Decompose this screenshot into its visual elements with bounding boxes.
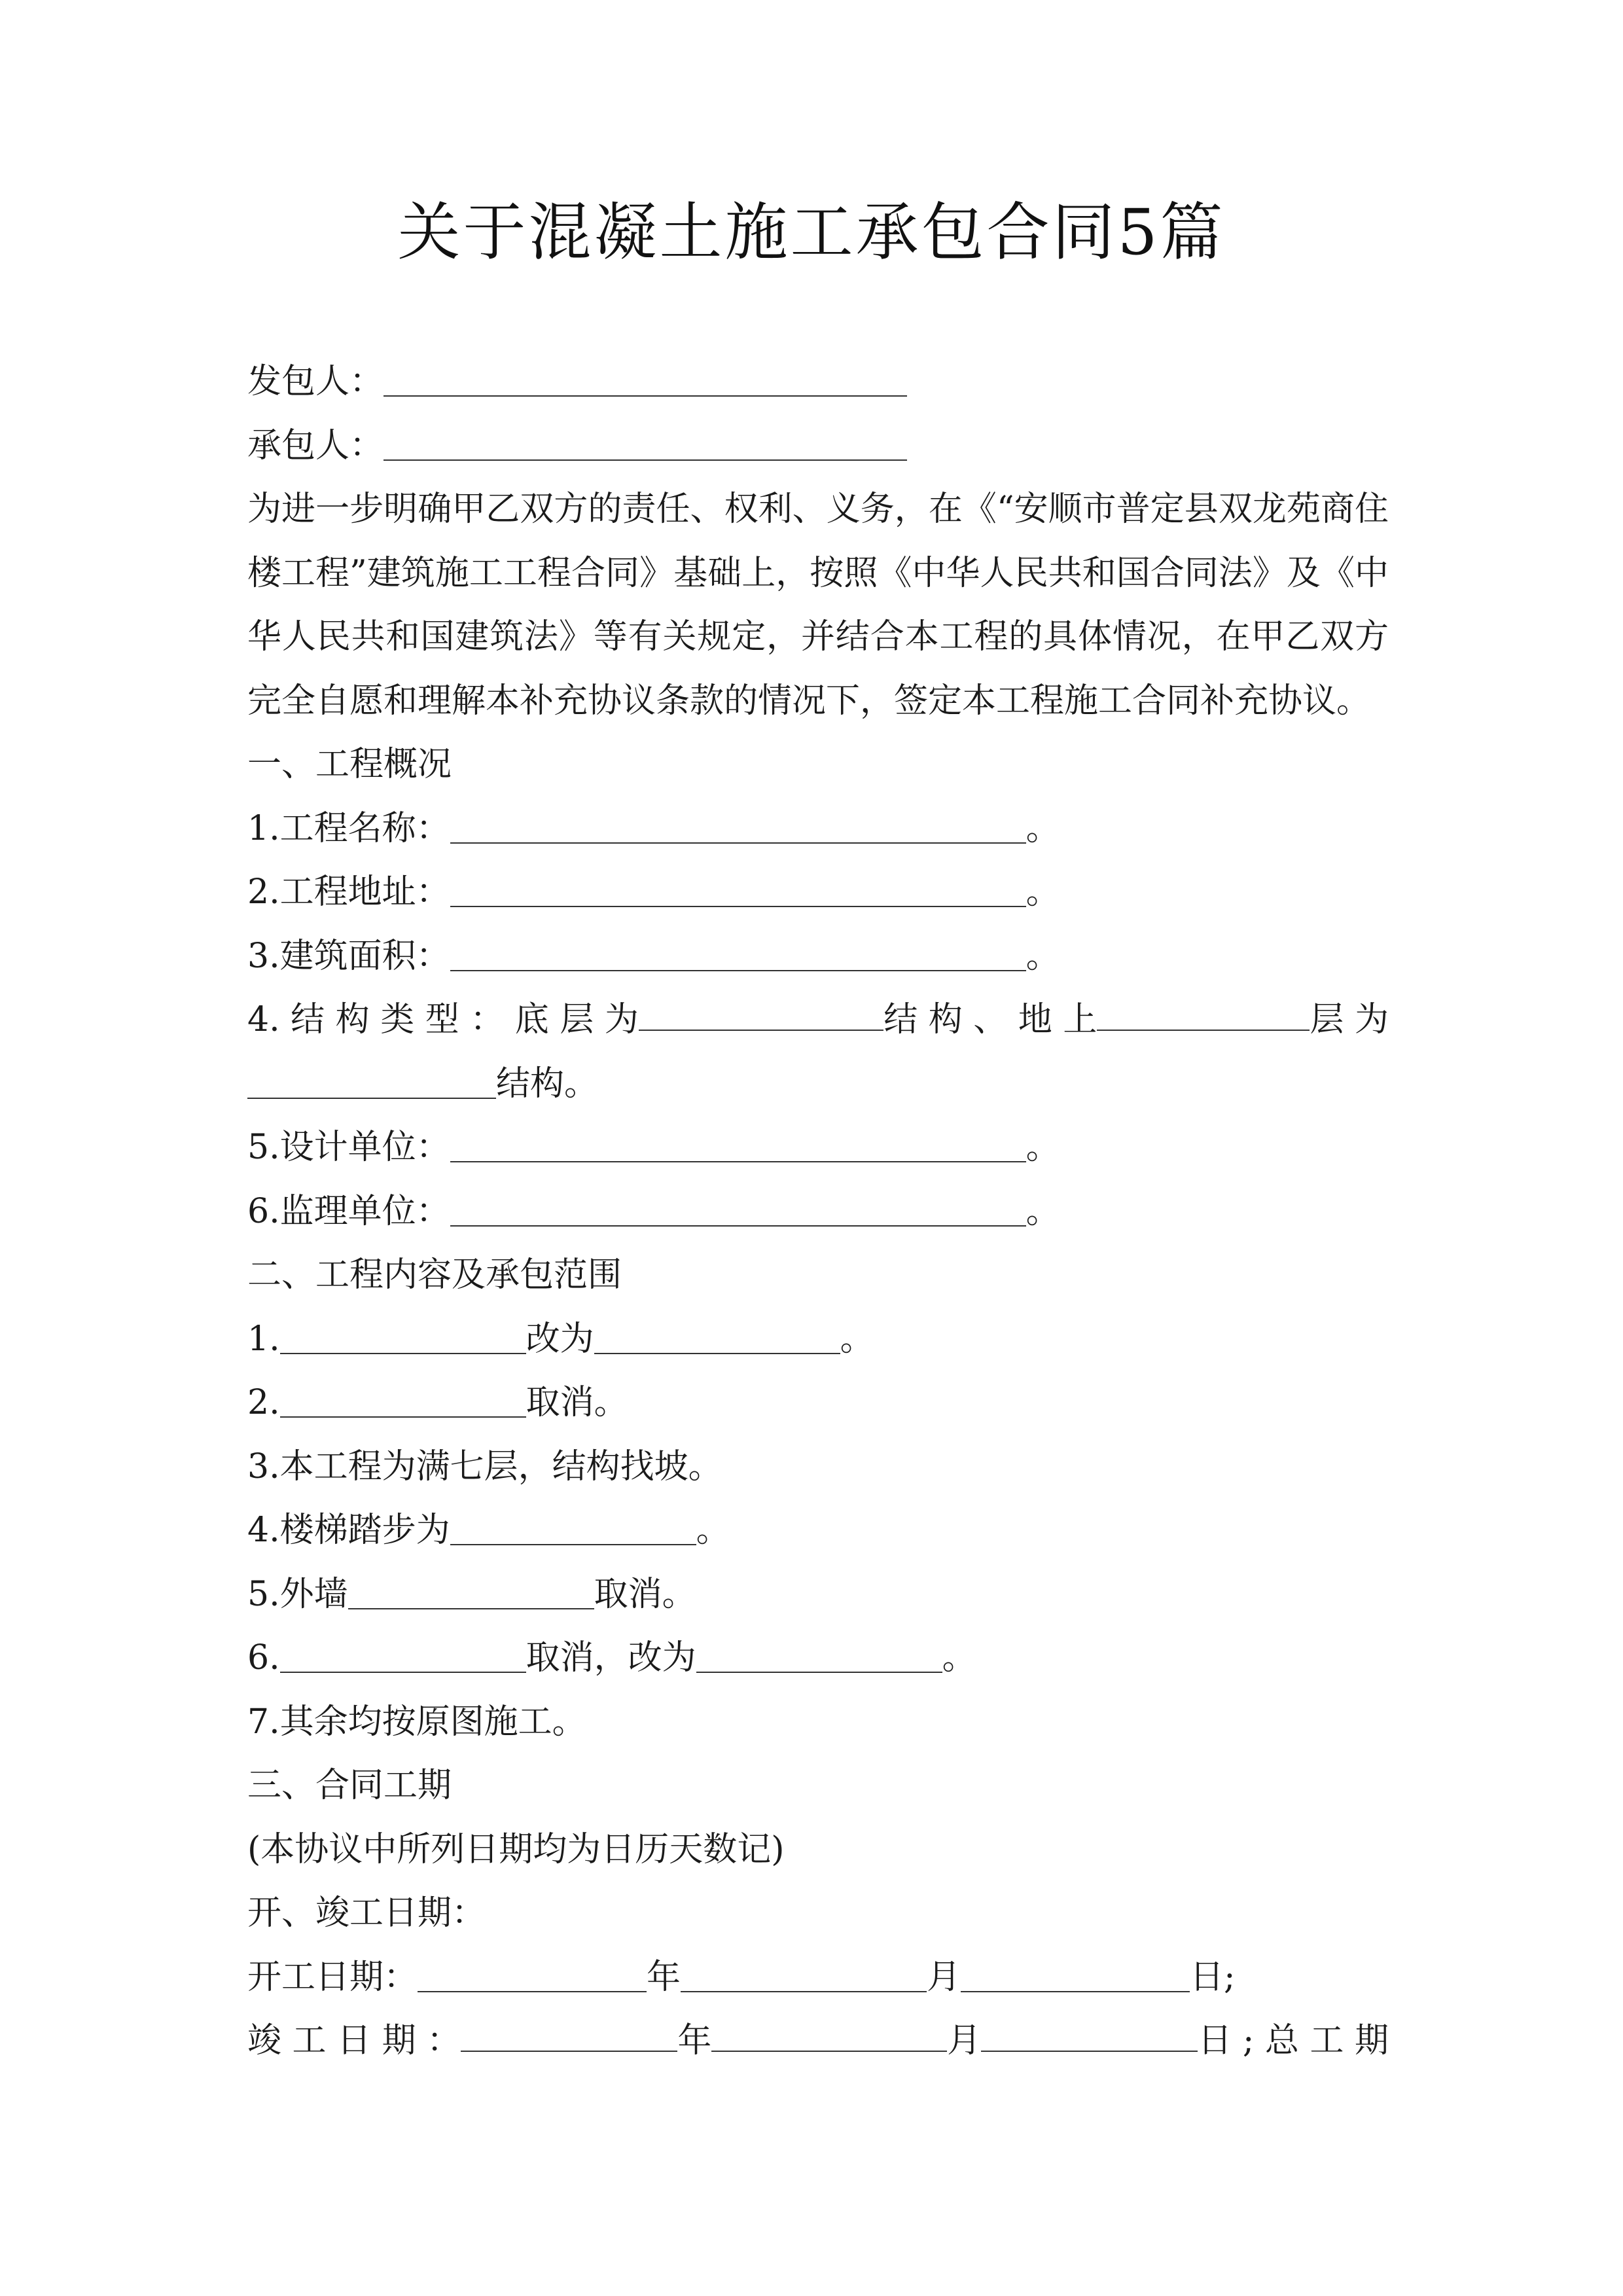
- scope-item-number: 1.: [247, 1319, 280, 1359]
- scope-item-text: 5.外墙: [247, 1574, 348, 1614]
- scope-item-2-blank[interactable]: [280, 1382, 526, 1418]
- scope-item-number: 2.: [247, 1383, 280, 1422]
- scope-item-1-blank-b[interactable]: [594, 1319, 840, 1354]
- scope-item-2: [247, 1371, 1389, 1435]
- supervision-unit-line: [247, 1180, 1389, 1244]
- scope-item-4-blank[interactable]: [450, 1510, 696, 1545]
- scope-item-4: [247, 1499, 1389, 1563]
- document-title: 关于混凝土施工承包合同5篇: [397, 196, 1226, 269]
- supervision-unit-blank[interactable]: [450, 1191, 1026, 1227]
- period: 。: [1026, 1191, 1060, 1231]
- building-area-label: 3.建筑面积：: [247, 936, 450, 976]
- upper-structure-blank[interactable]: [247, 1064, 496, 1099]
- finish-day-blank[interactable]: [981, 2017, 1198, 2052]
- structure-type-end: 层 为: [1310, 1000, 1389, 1039]
- section-heading: 二、工程内容及承包范围: [247, 1255, 622, 1295]
- scope-item-5: [247, 1563, 1389, 1627]
- scope-item-text: 取消。: [526, 1383, 628, 1422]
- ground-floor-structure-blank[interactable]: [639, 996, 883, 1031]
- start-date-line: [247, 1946, 1389, 2010]
- scope-item-6-blank-b[interactable]: [696, 1638, 942, 1673]
- structure-type-tail: 结构。: [496, 1064, 599, 1103]
- finish-month-blank[interactable]: [711, 2017, 947, 2052]
- scope-item-text: 4.楼梯踏步为: [247, 1511, 450, 1550]
- year-label: 年: [647, 1957, 681, 1997]
- calendar-note: (本协议中所列日期均为日历天数记): [247, 1829, 785, 1869]
- section-heading: 一、工程概况: [247, 745, 452, 784]
- design-unit-blank[interactable]: [450, 1127, 1026, 1162]
- period: 。: [1026, 1128, 1060, 1167]
- scope-item-7: 7.其余均按原图施工。: [247, 1702, 586, 1742]
- building-area-line: [247, 925, 1389, 989]
- project-address-label: 2.工程地址：: [247, 872, 450, 912]
- scope-item-1-blank-a[interactable]: [280, 1319, 526, 1354]
- finish-date-line: [247, 2009, 1389, 2073]
- finish-date-label: 竣 工 日 期 ：: [247, 2021, 461, 2060]
- dates-heading: 开、竣工日期：: [247, 1893, 486, 1933]
- supervision-unit-label: 6.监理单位：: [247, 1191, 450, 1231]
- project-name-label: 1.工程名称：: [247, 808, 450, 848]
- start-month-blank[interactable]: [681, 1957, 927, 1992]
- structure-type-line: [247, 988, 1389, 1052]
- year-label: 年: [677, 2021, 712, 2060]
- scope-item-text: 取消，改为: [526, 1638, 696, 1677]
- period: 。: [1026, 936, 1060, 976]
- project-address-blank[interactable]: [450, 872, 1026, 907]
- scope-item-3: 3.本工程为满七层，结构找坡。: [247, 1446, 722, 1486]
- period: 。: [1026, 808, 1060, 848]
- project-address-line: [247, 861, 1389, 925]
- start-year-blank[interactable]: [418, 1957, 647, 1992]
- start-date-label: 开工日期：: [247, 1957, 418, 1997]
- scope-item-text: 改为: [526, 1319, 594, 1359]
- floors-above-blank[interactable]: [1097, 996, 1310, 1031]
- month-label: 月: [947, 2021, 982, 2060]
- structure-type-line-2: [247, 1052, 1389, 1117]
- period: 。: [840, 1319, 874, 1359]
- building-area-blank[interactable]: [450, 936, 1026, 971]
- employer-label: 发包人：: [247, 362, 384, 401]
- structure-type-mid: 结 构 、 地 上: [883, 1000, 1097, 1039]
- intro-paragraph: 为进一步明确甲乙双方的责任、权利、义务，在《“安顺市普定县双龙苑商住楼工程”建筑施工工程合同》基础上，按照《中华人民共和国合同法》及《中华人民共和国建筑法》等有关规定，并结合本工程的具体情况，在甲乙双方完全自愿和理解本补充协议条款的情况下，签定本工程施工合同补充协议。: [247, 490, 1389, 721]
- day-total-label: 日 ; 总 工 期: [1198, 2021, 1389, 2060]
- design-unit-line: [247, 1116, 1389, 1180]
- start-day-blank[interactable]: [961, 1957, 1190, 1992]
- document-body: [247, 350, 1389, 2073]
- scope-item-6: [247, 1626, 1389, 1691]
- period: 。: [696, 1511, 730, 1550]
- project-name-blank[interactable]: [450, 808, 1026, 844]
- scope-item-text: 取消。: [594, 1574, 696, 1614]
- month-label: 月: [927, 1957, 961, 1997]
- contractor-label: 承包人：: [247, 425, 384, 465]
- project-name-line: [247, 797, 1389, 861]
- finish-year-blank[interactable]: [461, 2017, 677, 2052]
- period: 。: [1026, 872, 1060, 912]
- period: 。: [942, 1638, 976, 1677]
- employer-line: [247, 350, 1389, 414]
- scope-item-5-blank[interactable]: [348, 1574, 594, 1609]
- design-unit-label: 5.设计单位：: [247, 1128, 450, 1167]
- contractor-line: [247, 414, 1389, 478]
- day-label: 日;: [1190, 1957, 1236, 1997]
- scope-item-number: 6.: [247, 1638, 280, 1677]
- structure-type-label: 4. 结 构 类 型 ： 底 层 为: [247, 1000, 639, 1039]
- employer-blank[interactable]: [383, 361, 907, 397]
- contractor-blank[interactable]: [383, 425, 907, 461]
- section-heading: 三、合同工期: [247, 1766, 452, 1805]
- scope-item-6-blank-a[interactable]: [280, 1638, 526, 1673]
- scope-item-1: [247, 1308, 1389, 1372]
